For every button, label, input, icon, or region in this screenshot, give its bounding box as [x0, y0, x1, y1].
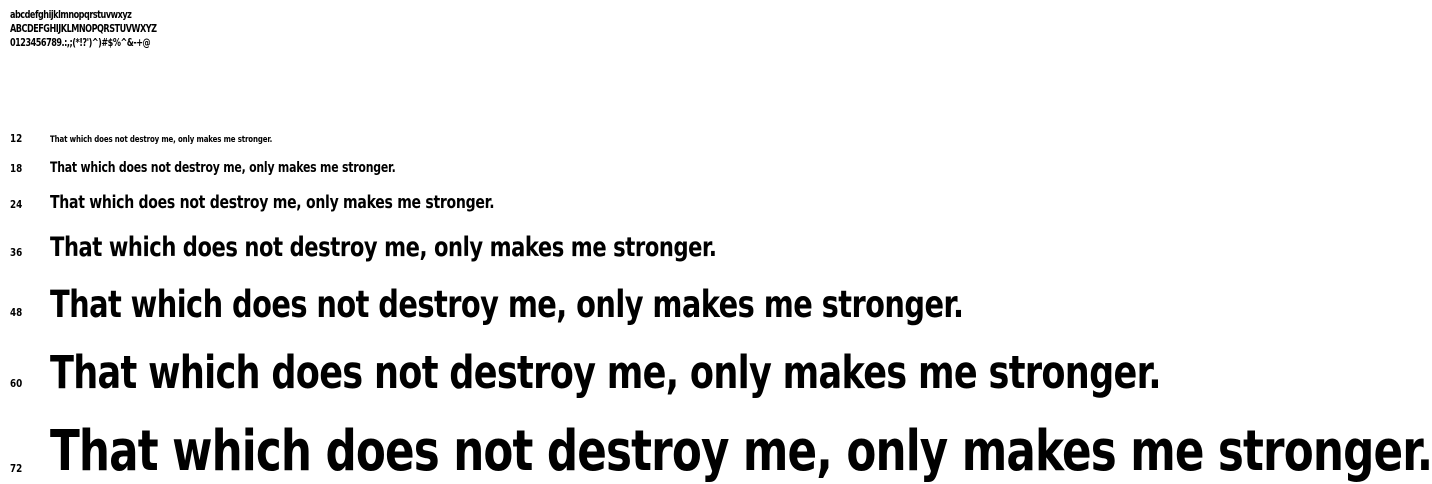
- sample-row-36: [0, 228, 800, 268]
- sample-text-60: That which does not destroy me, only makes me stronger.: [50, 346, 1161, 399]
- sample-text-36: That which does not destroy me, only makes me stronger.: [50, 232, 717, 263]
- size-label-24: 24: [10, 198, 23, 211]
- size-label-12: 12: [10, 132, 23, 145]
- sample-row-18: [0, 156, 800, 180]
- size-label-36: 36: [10, 246, 23, 259]
- charset-digits-symbols: 0123456789.:,;(*!?')^)#$%^&-+@: [10, 36, 151, 49]
- size-label-18: 18: [10, 162, 23, 175]
- sample-row-12: [0, 128, 800, 148]
- size-label-60: 60: [10, 377, 23, 390]
- sample-row-48: [0, 280, 964, 330]
- sample-text-12: That which does not destroy me, only makes me stronger.: [50, 135, 273, 145]
- sample-text-18: That which does not destroy me, only makes me stronger.: [50, 160, 396, 176]
- character-set: [10, 8, 156, 50]
- sample-row-72: [0, 419, 1432, 484]
- size-label-72: 72: [10, 462, 23, 475]
- sample-text-72: That which does not destroy me, only makes me stronger.: [50, 419, 1432, 484]
- charset-uppercase: ABCDEFGHIJKLMNOPQRSTUVWXYZ: [10, 22, 157, 35]
- sample-row-24: [0, 188, 800, 218]
- sample-text-24: That which does not destroy me, only makes me stronger.: [50, 192, 495, 213]
- sample-text-48: That which does not destroy me, only makes me stronger.: [50, 283, 964, 326]
- charset-lowercase: abcdefghijklmnopqrstuvwxyz: [10, 8, 132, 21]
- sample-row-60: [0, 344, 1161, 406]
- size-label-48: 48: [10, 306, 23, 319]
